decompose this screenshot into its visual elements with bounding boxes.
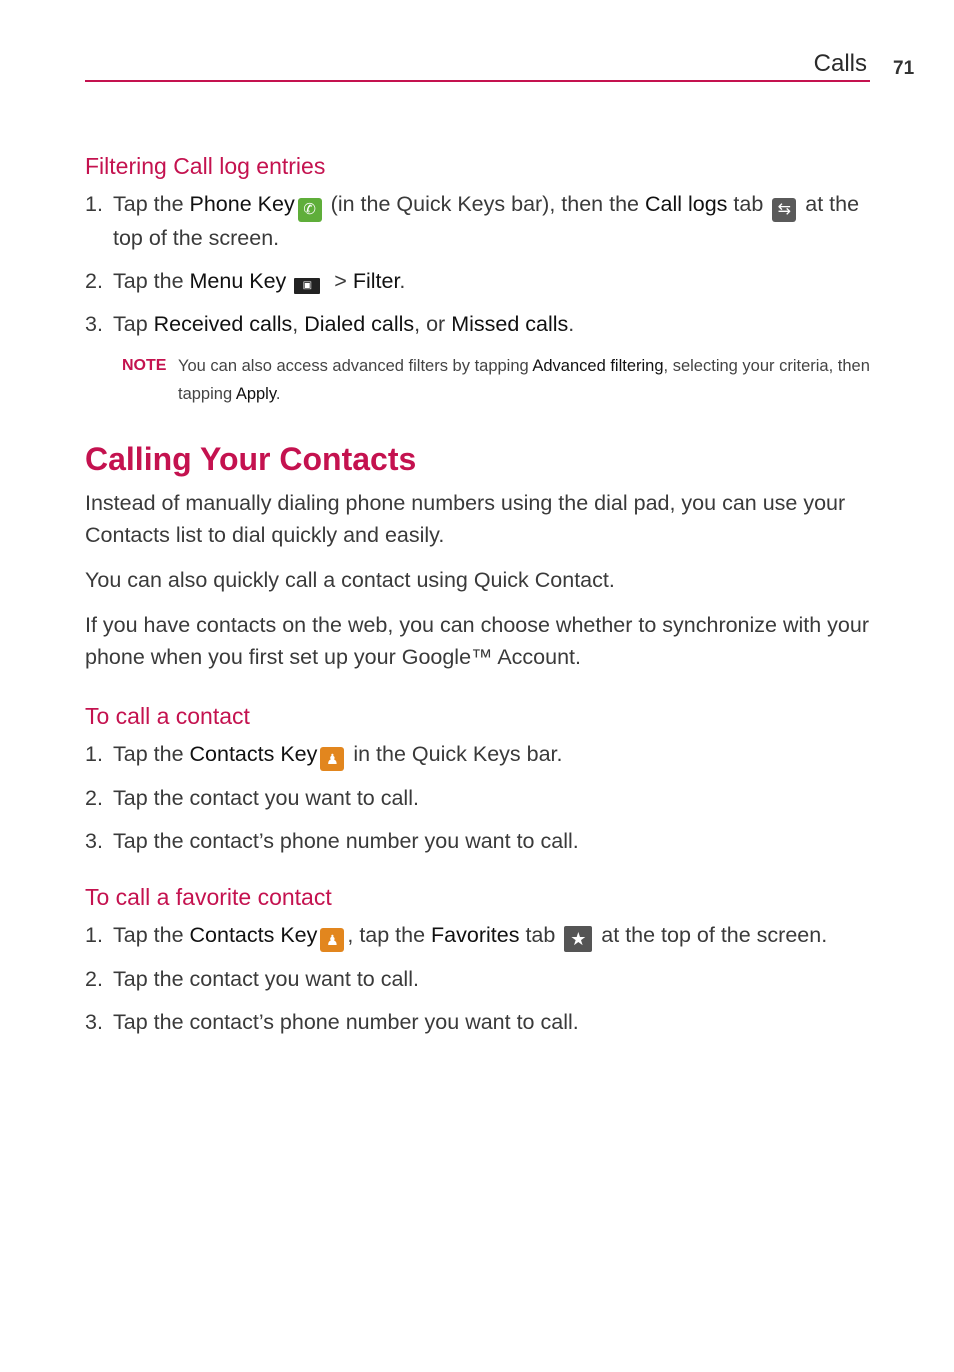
step-text: > bbox=[328, 269, 353, 293]
step-number: 1. bbox=[85, 192, 103, 216]
step-text: Tap the bbox=[113, 742, 190, 766]
call-favorite-step-1 bbox=[85, 919, 875, 952]
step-text: Tap the contact’s phone number you want to call. bbox=[113, 829, 579, 853]
apply-label: Apply bbox=[235, 385, 276, 403]
call-contact-heading: To call a contact bbox=[85, 703, 250, 729]
menu-key-label: Menu Key bbox=[189, 269, 287, 293]
step-text: Tap the contact you want to call. bbox=[113, 967, 419, 991]
phone-key-icon: ✆ bbox=[298, 198, 322, 222]
step-text: . bbox=[399, 269, 406, 293]
calling-paragraph-1: Instead of manually dialing phone numbers using the dial pad, you can use your Contacts list to dial quickly and easily. bbox=[85, 491, 846, 547]
note-text: , selecting your criteria, then tapping bbox=[178, 357, 870, 403]
header-divider bbox=[85, 80, 870, 82]
step-number: 2. bbox=[85, 786, 103, 810]
advanced-filtering-label: Advanced filtering bbox=[532, 357, 664, 375]
call-contact-step-2 bbox=[85, 782, 875, 814]
page-content bbox=[85, 150, 875, 1038]
call-contact-step-3 bbox=[85, 825, 875, 857]
contacts-key-icon: ♟ bbox=[320, 928, 344, 952]
step-text: , tap the bbox=[347, 923, 432, 947]
call-favorite-step-3 bbox=[85, 1006, 875, 1038]
phone-key-label: Phone Key bbox=[189, 192, 295, 216]
step-number: 1. bbox=[85, 923, 103, 947]
calling-paragraph-2: You can also quickly call a contact using Quick Contact. bbox=[85, 568, 615, 592]
step-text: Tap the bbox=[113, 192, 190, 216]
step-number: 3. bbox=[85, 829, 103, 853]
page-number: 71 bbox=[893, 58, 915, 79]
step-text: at the top of the screen. bbox=[113, 192, 860, 250]
dialed-calls-label: Dialed calls bbox=[304, 312, 415, 336]
call-logs-label: Call logs bbox=[644, 192, 728, 216]
received-calls-label: Received calls bbox=[153, 312, 293, 336]
contacts-key-label: Contacts Key bbox=[189, 923, 318, 947]
section-title: Calls bbox=[813, 50, 867, 77]
filtering-heading: Filtering Call log entries bbox=[85, 153, 326, 179]
menu-key-icon: ▣ bbox=[294, 278, 320, 294]
call-logs-tab-icon: ⇆ bbox=[772, 198, 796, 222]
step-number: 2. bbox=[85, 967, 103, 991]
note-block bbox=[85, 352, 875, 408]
step-number: 1. bbox=[85, 742, 103, 766]
favorites-tab-icon: ★ bbox=[564, 926, 592, 952]
note-text: You can also access advanced filters by tapping bbox=[178, 357, 533, 375]
note-label: NOTE bbox=[122, 357, 167, 374]
contacts-key-label: Contacts Key bbox=[189, 742, 318, 766]
step-text: (in the Quick Keys bar), then the bbox=[324, 192, 645, 216]
favorites-label: Favorites bbox=[431, 923, 520, 947]
call-contact-step-1 bbox=[85, 738, 875, 771]
step-text: tab bbox=[519, 923, 562, 947]
calling-contacts-heading: Calling Your Contacts bbox=[85, 441, 417, 477]
step-text: Tap the bbox=[113, 923, 190, 947]
contacts-key-icon: ♟ bbox=[320, 747, 344, 771]
step-number: 3. bbox=[85, 312, 103, 336]
step-text: Tap the bbox=[113, 269, 190, 293]
step-text: Tap bbox=[113, 312, 154, 336]
step-text: in the Quick Keys bar. bbox=[347, 742, 563, 766]
filter-label: Filter bbox=[352, 269, 400, 293]
step-text: Tap the contact you want to call. bbox=[113, 786, 419, 810]
note-text: . bbox=[275, 385, 281, 403]
step-text: . bbox=[568, 312, 575, 336]
call-favorite-step-2 bbox=[85, 963, 875, 995]
missed-calls-label: Missed calls bbox=[451, 312, 569, 336]
calling-paragraph-3: If you have contacts on the web, you can choose whether to synchronize with your phone when you first set up your Google™ Account. bbox=[85, 613, 870, 669]
step-number: 2. bbox=[85, 269, 103, 293]
step-text: tab bbox=[727, 192, 770, 216]
call-favorite-heading: To call a favorite contact bbox=[85, 884, 332, 910]
step-text: Tap the contact’s phone number you want to call. bbox=[113, 1010, 579, 1034]
step-number: 3. bbox=[85, 1010, 103, 1034]
filtering-step-2 bbox=[85, 265, 875, 297]
filtering-step-3 bbox=[85, 308, 875, 340]
filtering-step-1 bbox=[85, 188, 875, 254]
step-text: , bbox=[292, 312, 305, 336]
step-text: , or bbox=[414, 312, 452, 336]
step-text: at the top of the screen. bbox=[595, 923, 828, 947]
